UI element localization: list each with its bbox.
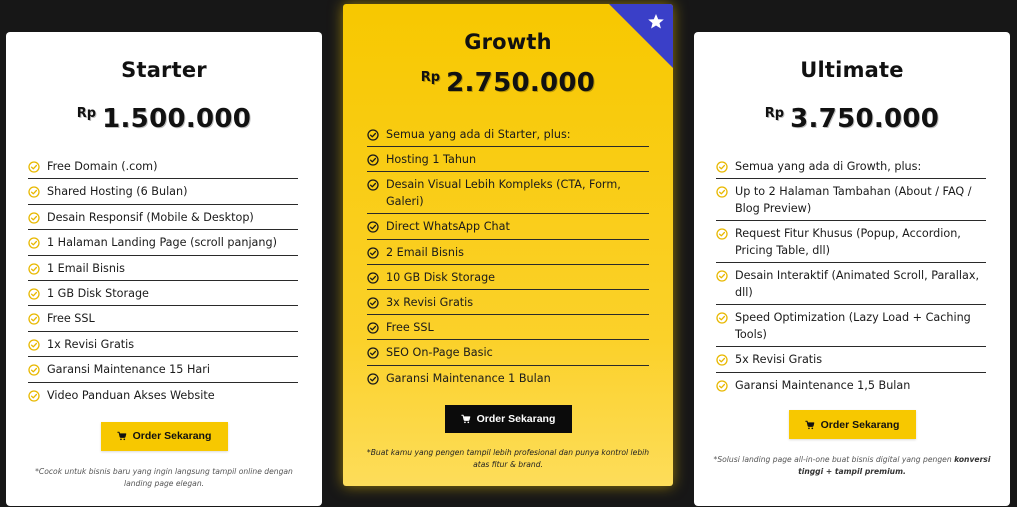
note-text: *Solusi landing page all-in-one buat bisnis digital yang pengen: [713, 455, 955, 465]
feature-item: [716, 305, 986, 347]
feature-item: [28, 230, 298, 255]
check-circle-icon: [716, 380, 728, 392]
feature-item: [367, 147, 649, 172]
feature-text: Request Fitur Khusus (Popup, Accordion, Pricing Table, dll): [735, 227, 961, 258]
check-circle-icon: [367, 347, 379, 359]
feature-text: 10 GB Disk Storage: [386, 270, 496, 284]
order-button-label: Order Sekarang: [132, 430, 212, 443]
price-amount: 1.500.000: [102, 104, 252, 134]
feature-item: [28, 383, 298, 408]
plan-note: [712, 454, 992, 478]
check-circle-icon: [367, 272, 379, 284]
feature-text: Up to 2 Halaman Tambahan (About / FAQ / Blog Preview): [735, 185, 972, 216]
feature-item: [367, 315, 649, 340]
plan-title: Ultimate: [800, 58, 904, 82]
check-circle-icon: [28, 237, 40, 249]
price-currency: Rp: [76, 106, 97, 121]
check-circle-icon: [28, 313, 40, 325]
order-button-ultimate[interactable]: [789, 410, 916, 439]
note-emphasis: konversi tinggi + tampil premium.: [798, 455, 991, 477]
cart-icon: [805, 420, 815, 430]
feature-text: 5x Revisi Gratis: [735, 353, 823, 367]
feature-item: [367, 214, 649, 239]
featured-ribbon: [609, 4, 673, 68]
order-button-growth[interactable]: [445, 405, 572, 433]
price-currency: Rp: [764, 106, 785, 121]
feature-text: Desain Responsif (Mobile & Desktop): [47, 210, 254, 224]
feature-text: Semua yang ada di Growth, plus:: [735, 160, 922, 173]
check-circle-icon: [716, 161, 728, 173]
check-circle-icon: [716, 186, 728, 198]
feature-text: Garansi Maintenance 1,5 Bulan: [735, 378, 911, 392]
check-circle-icon: [367, 247, 379, 259]
feature-text: Video Panduan Akses Website: [47, 388, 215, 402]
feature-text: Direct WhatsApp Chat: [386, 220, 510, 234]
feature-text: Shared Hosting (6 Bulan): [47, 185, 188, 199]
feature-text: Garansi Maintenance 15 Hari: [47, 363, 210, 377]
check-circle-icon: [367, 221, 379, 233]
order-button-label: Order Sekarang: [476, 412, 556, 425]
feature-item: [716, 221, 986, 263]
check-circle-icon: [28, 288, 40, 300]
feature-text: Free Domain (.com): [47, 160, 158, 173]
feature-item: [367, 340, 649, 365]
feature-text: 1 Email Bisnis: [47, 261, 125, 275]
check-circle-icon: [367, 322, 379, 334]
feature-text: 3x Revisi Gratis: [386, 295, 474, 309]
feature-text: Free SSL: [386, 321, 434, 335]
pricing-card-starter: [6, 32, 322, 506]
feature-item: [367, 172, 649, 214]
check-circle-icon: [716, 228, 728, 240]
feature-item: [716, 347, 986, 372]
feature-text: Free SSL: [47, 312, 95, 326]
plan-title: Starter: [121, 58, 207, 82]
feature-item: [28, 256, 298, 281]
check-circle-icon: [367, 154, 379, 166]
price-amount: 2.750.000: [446, 68, 596, 98]
feature-text: Garansi Maintenance 1 Bulan: [386, 371, 551, 385]
feature-text: 1 Halaman Landing Page (scroll panjang): [47, 236, 277, 250]
feature-list: [28, 154, 298, 408]
plan-price: [694, 104, 1010, 138]
feature-item: [716, 179, 986, 221]
feature-list: [716, 154, 986, 398]
feature-item: [716, 373, 986, 398]
pricing-card-growth: [343, 4, 673, 486]
feature-item: [367, 240, 649, 265]
feature-text: Semua yang ada di Starter, plus:: [386, 128, 571, 141]
check-circle-icon: [716, 270, 728, 282]
price-currency: Rp: [420, 70, 441, 85]
check-circle-icon: [367, 129, 379, 141]
price-amount: 3.750.000: [790, 104, 940, 134]
check-circle-icon: [28, 161, 40, 173]
order-button-label: Order Sekarang: [820, 418, 900, 431]
check-circle-icon: [28, 364, 40, 376]
check-circle-icon: [28, 390, 40, 402]
check-circle-icon: [716, 354, 728, 366]
feature-item: [28, 154, 298, 179]
plan-title: Growth: [464, 30, 552, 54]
cart-icon: [117, 431, 127, 441]
check-circle-icon: [28, 339, 40, 351]
feature-item: [28, 332, 298, 357]
feature-item: [28, 281, 298, 306]
plan-note: *Buat kamu yang pengen tampil lebih profesional dan punya kontrol lebih atas fitur & brand.: [366, 447, 650, 469]
feature-item: [367, 366, 649, 391]
feature-text: 2 Email Bisnis: [386, 245, 464, 259]
plan-price: [6, 104, 322, 138]
feature-item: [367, 122, 649, 147]
feature-item: [367, 290, 649, 315]
check-circle-icon: [716, 312, 728, 324]
feature-item: [716, 263, 986, 305]
feature-item: [28, 306, 298, 331]
feature-list: [367, 122, 649, 391]
feature-item: [28, 205, 298, 230]
pricing-card-ultimate: [694, 32, 1010, 506]
check-circle-icon: [367, 297, 379, 309]
feature-text: Desain Visual Lebih Kompleks (CTA, Form, Galeri): [386, 178, 621, 209]
feature-item: [716, 154, 986, 179]
feature-text: Speed Optimization (Lazy Load + Caching Tools): [735, 311, 971, 342]
check-circle-icon: [367, 179, 379, 191]
feature-text: SEO On-Page Basic: [386, 346, 493, 360]
plan-note: *Cocok untuk bisnis baru yang ingin langsung tampil online dengan landing page elegan.: [35, 466, 293, 488]
check-circle-icon: [28, 186, 40, 198]
check-circle-icon: [28, 263, 40, 275]
cart-icon: [461, 414, 471, 424]
check-circle-icon: [367, 373, 379, 385]
plan-price: [343, 68, 673, 102]
check-circle-icon: [28, 212, 40, 224]
feature-item: [28, 179, 298, 204]
order-button-starter[interactable]: [101, 422, 228, 451]
feature-item: [367, 265, 649, 290]
feature-text: Hosting 1 Tahun: [386, 153, 477, 167]
feature-text: 1x Revisi Gratis: [47, 337, 135, 351]
feature-text: 1 GB Disk Storage: [47, 286, 149, 300]
feature-text: Desain Interaktif (Animated Scroll, Parallax, dll): [735, 269, 979, 300]
feature-item: [28, 357, 298, 382]
